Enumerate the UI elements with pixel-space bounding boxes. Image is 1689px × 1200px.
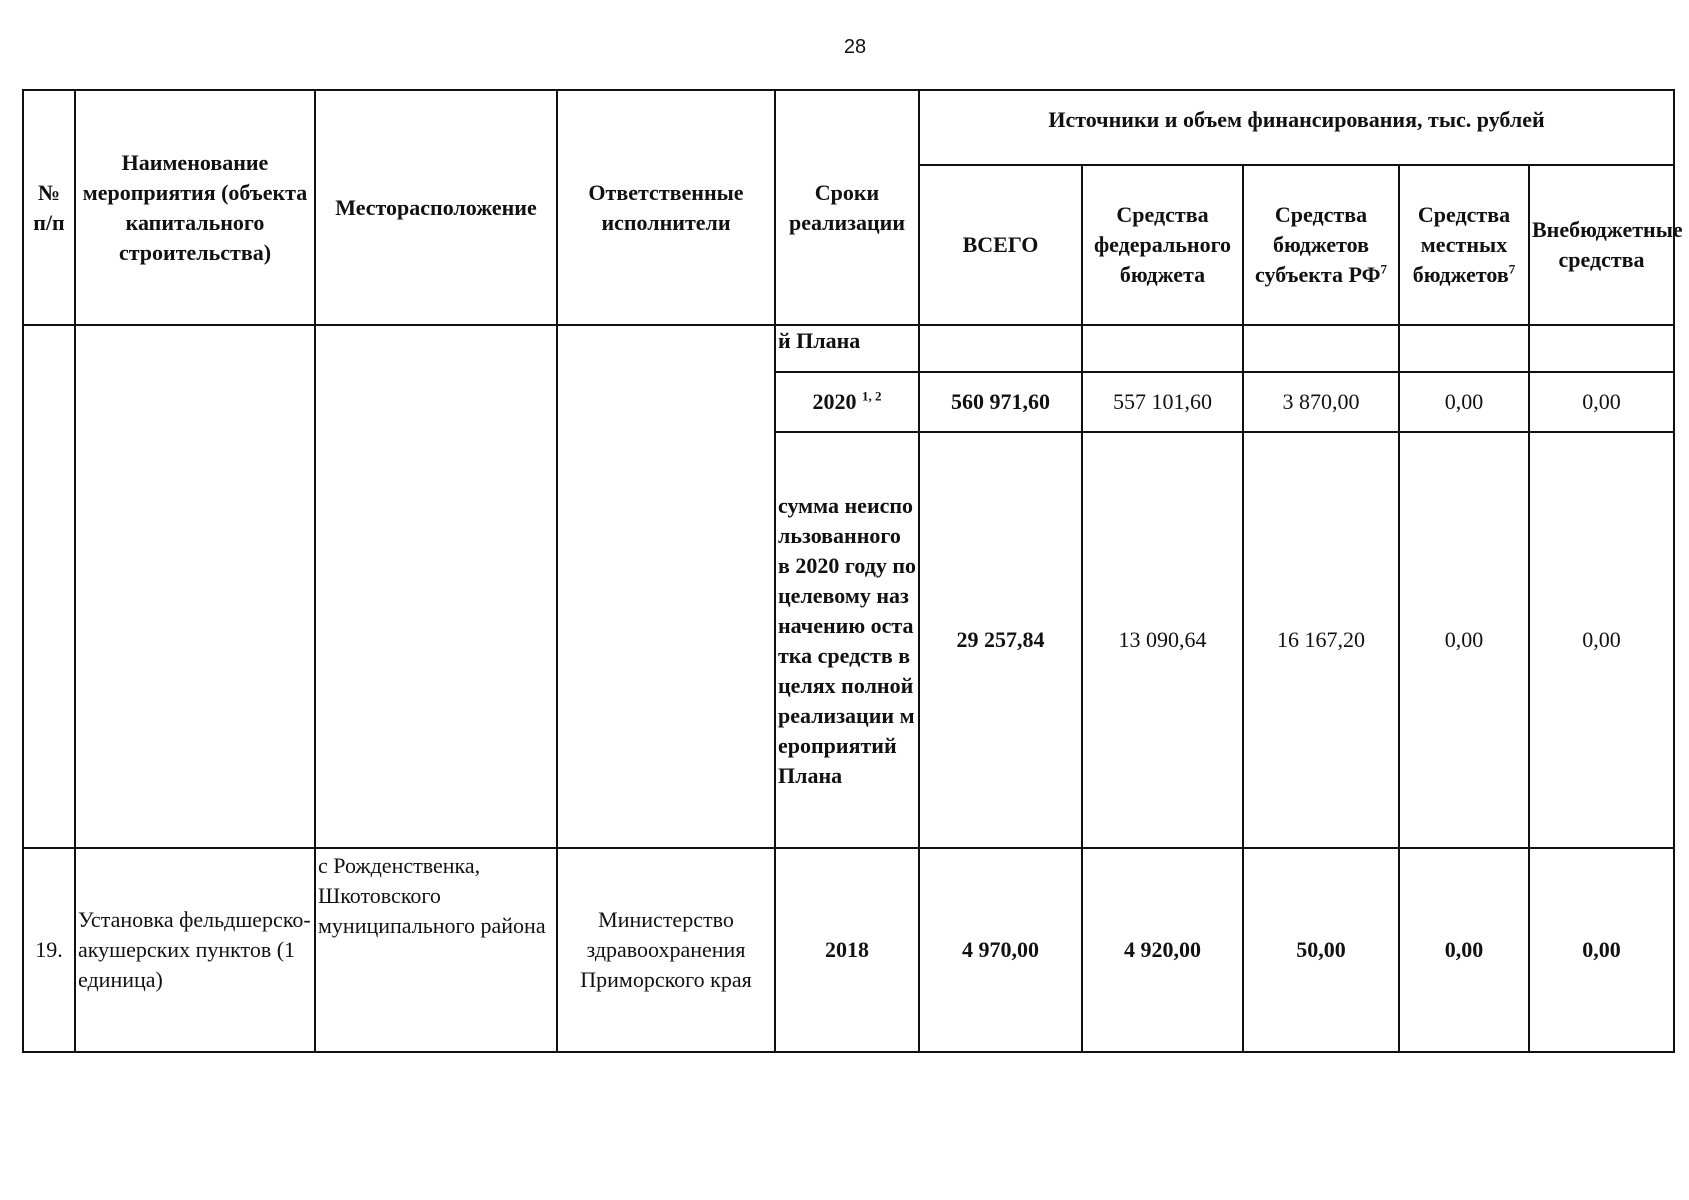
cell-num	[23, 325, 75, 848]
cell-location: с Рожденственка, Шкотовского муниципального района	[315, 848, 557, 1052]
cell-term: 2018	[775, 848, 919, 1052]
cell-term: й Плана	[775, 325, 919, 372]
cell-subject: 16 167,20	[1243, 432, 1399, 848]
header-local	[1399, 165, 1529, 325]
cell-offbudget: 0,00	[1529, 372, 1674, 432]
cell-local: 0,00	[1399, 372, 1529, 432]
header-local-text: Средства местных бюджетов	[1412, 202, 1511, 287]
page-number: 28	[843, 36, 867, 58]
cell-total: 29 257,84	[919, 432, 1082, 848]
cell-location	[315, 325, 557, 848]
header-name: Наименование мероприятия (объекта капитального строительства)	[75, 90, 315, 325]
header-subject-text: Средства бюджетов субъекта РФ	[1255, 202, 1381, 287]
cell-offbudget: 0,00	[1529, 848, 1674, 1052]
header-num: № п/п	[23, 90, 75, 325]
header-executors: Ответственные исполнители	[557, 90, 775, 325]
header-total: ВСЕГО	[919, 165, 1082, 325]
header-row-1	[23, 90, 1674, 165]
cell-local: 0,00	[1399, 848, 1529, 1052]
cell-term	[775, 372, 919, 432]
cell-total: 560 971,60	[919, 372, 1082, 432]
table-row	[23, 848, 1674, 1052]
cell-total	[919, 325, 1082, 372]
cell-local: 0,00	[1399, 432, 1529, 848]
cell-num: 19.	[23, 848, 75, 1052]
cell-name: Установка фельдшерско-акушерских пунктов (1 единица)	[75, 848, 315, 1052]
header-location: Месторасположение	[315, 90, 557, 325]
cell-executors	[557, 325, 775, 848]
term-year: 2020	[812, 389, 857, 414]
cell-federal: 4 920,00	[1082, 848, 1243, 1052]
table-row	[23, 325, 1674, 372]
cell-total: 4 970,00	[919, 848, 1082, 1052]
header-federal: Средства федерального бюджета	[1082, 165, 1243, 325]
header-terms: Сроки реализации	[775, 90, 919, 325]
header-local-footnote: 7	[1508, 261, 1516, 277]
cell-local	[1399, 325, 1529, 372]
cell-executors: Министерство здравоохранения Приморского края	[557, 848, 775, 1052]
cell-offbudget: 0,00	[1529, 432, 1674, 848]
cell-subject	[1243, 325, 1399, 372]
header-subject	[1243, 165, 1399, 325]
cell-federal	[1082, 325, 1243, 372]
header-offbudget: Внебюджетные средства	[1529, 165, 1674, 325]
cell-name	[75, 325, 315, 848]
cell-offbudget	[1529, 325, 1674, 372]
financing-table	[22, 89, 1683, 1053]
cell-subject: 50,00	[1243, 848, 1399, 1052]
header-subject-footnote: 7	[1380, 261, 1387, 277]
term-footnote: 1, 2	[862, 388, 882, 404]
cell-federal: 13 090,64	[1082, 432, 1243, 848]
cell-term: сумма неиспользованного в 2020 году по целевому назначению остатка средств в целях полной реализации мероприятий Плана	[775, 432, 919, 848]
header-financing: Источники и объем финансирования, тыс. рублей	[919, 90, 1674, 165]
cell-federal: 557 101,60	[1082, 372, 1243, 432]
cell-subject: 3 870,00	[1243, 372, 1399, 432]
